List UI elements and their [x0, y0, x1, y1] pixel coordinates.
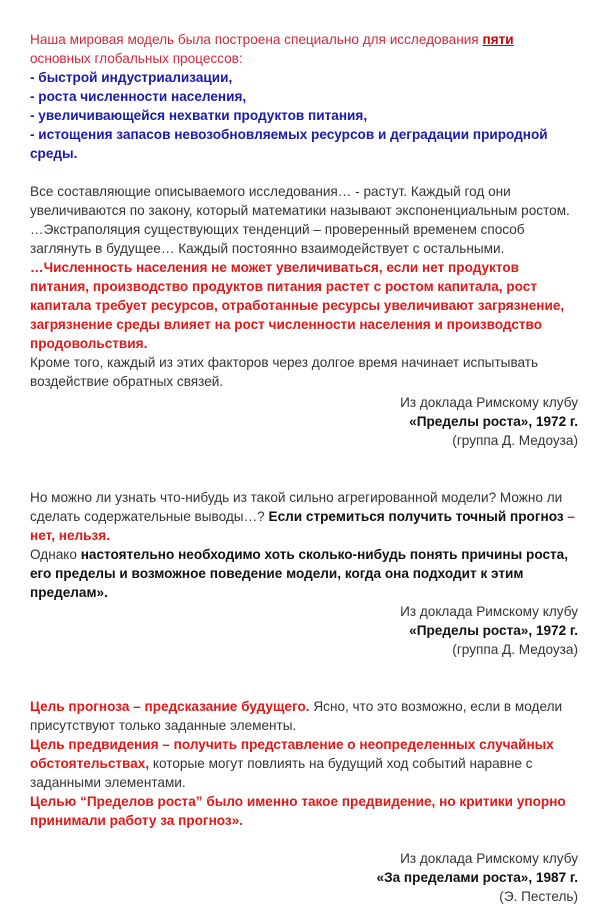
answer-text: Однако: [30, 547, 81, 562]
section-forecast-vs-foresight: [30, 697, 578, 906]
forecast-goal-bold: Цель прогноза – предсказание будущего.: [30, 699, 310, 714]
process-item: - истощения запасов невозобновляемых ресурсов и деградации природной среды.: [30, 127, 548, 161]
intro-text: Наша мировая модель была построена специально для исследования: [30, 32, 483, 47]
process-item: - роста численности населения,: [30, 89, 247, 104]
feedback-paragraph: Кроме того, каждый из этих факторов через долгое время начинает испытывать воздействие обратных связей.: [30, 355, 539, 389]
process-item: - увеличивающейся нехватки продуктов питания,: [30, 108, 368, 123]
answer-bold: настоятельно необходимо хоть сколько-нибудь понять причины роста, его пределы и возможное поведение модели, когда она подходит к этим пределам».: [30, 547, 568, 600]
source-author: (группа Д. Медоуза): [452, 642, 578, 657]
source-title: «Пределы роста», 1972 г.: [409, 414, 578, 429]
source-title: «За пределами роста», 1987 г.: [376, 870, 578, 885]
growth-paragraph: Все составляющие описываемого исследования… - растут. Каждый год они увеличиваются по закону, который математики называют экспоненциальным ростом. …Экстраполяция существующих тенденций – проверенный временем способ заглянуть в будущее… Каждый постоянно взаимодействует с остальными.: [30, 184, 570, 256]
intro-paragraph: [30, 30, 578, 68]
document-page: [30, 30, 578, 906]
section-forecast-question: [30, 488, 578, 659]
foresight-goal-text: которые могут повлиять на будущий ход событий наравне с заданными элементами.: [30, 756, 533, 790]
foresight-goal-bold: Цель предвидения – получить представление о неопределенных случайных обстоятельствах,: [30, 737, 554, 771]
source-line: Из доклада Римскому клубу: [400, 851, 578, 866]
interaction-paragraph: …Численность населения не может увеличиваться, если нет продуктов питания, производство продуктов питания растет с ростом капитала, рост капитала требует ресурсов, отработанные ресурсы увеличивают загрязнение, загрязнение среды влияет на рост численности населения и производство продовольствия.: [30, 260, 565, 351]
source-author: (Э. Пестель): [499, 889, 578, 904]
question-text: Но можно ли узнать что-нибудь из такой сильно агрегированной модели? Можно ли сделать содержательные выводы…?: [30, 490, 563, 524]
source-line: Из доклада Римскому клубу: [400, 604, 578, 619]
intro-text-2: основных глобальных процессов:: [30, 51, 243, 66]
question-answer: – нет, нельзя.: [30, 509, 575, 543]
forecast-goal-text: Ясно, что это возможно, если в модели присутствуют только заданные элементы.: [30, 699, 563, 733]
source-citation: [30, 602, 578, 659]
limits-goal-paragraph: Целью “Пределов роста” было именно такое предвидение, но критики упорно принимали работу за прогноз».: [30, 794, 566, 828]
source-line: Из доклада Римскому клубу: [400, 395, 578, 410]
intro-emphasis: пяти: [482, 32, 514, 47]
source-author: (группа Д. Медоуза): [452, 433, 578, 448]
question-bold: Если стремиться получить точный прогноз: [268, 509, 568, 524]
forecast-goal-paragraph: [30, 697, 578, 735]
source-title: «Пределы роста», 1972 г.: [409, 623, 578, 638]
question-paragraph: [30, 488, 578, 545]
foresight-goal-paragraph: [30, 735, 578, 792]
process-list: [30, 68, 578, 163]
source-citation: [30, 849, 578, 906]
process-item: - быстрой индустриализации,: [30, 70, 233, 85]
answer-paragraph: [30, 545, 578, 602]
section-meadows-processes: [30, 30, 578, 450]
source-citation: [30, 393, 578, 450]
